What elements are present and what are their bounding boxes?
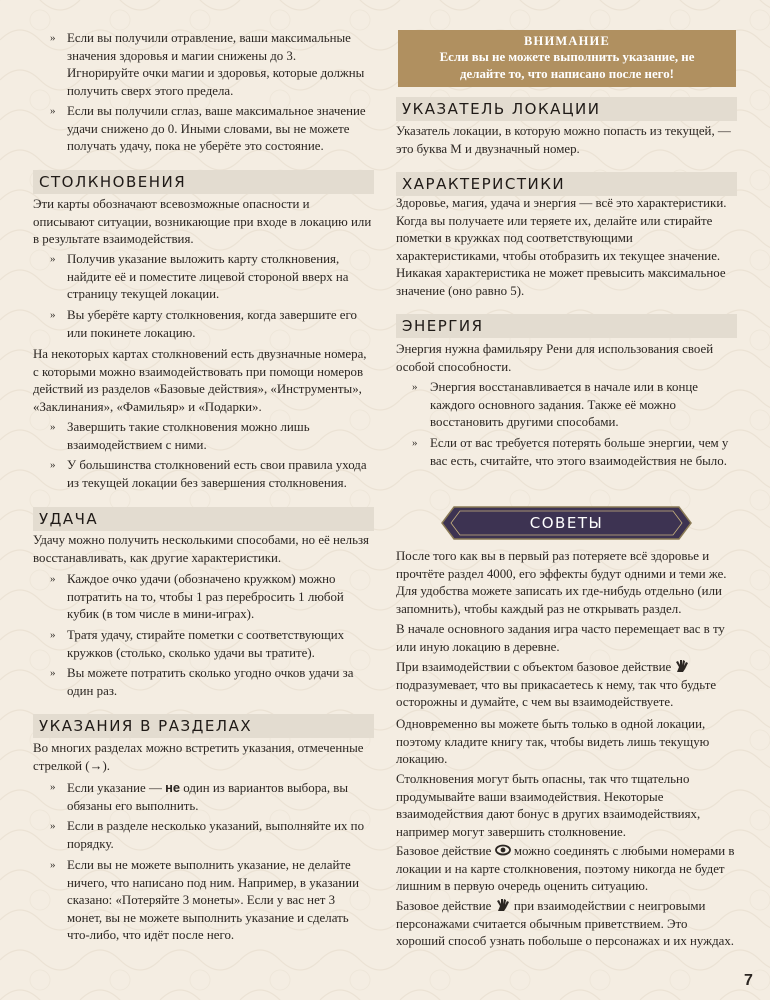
stats-text: Здоровье, магия, удача и энергия — всё это характеристики. Когда вы получаете или теряете их, делайте или стирайте пометки в кружках под соответствующими характеристиками, чтобы отобразить их текущее значение. Никакая характеристика не может превысить максимальное значение (оно равно 5). [396, 196, 727, 298]
poison-bullet: Если вы получили отравление, ваши максимальные значения здоровья и магии снижены до 3. Игнорируйте очки магии и здоровья, которые должны получить сверх этого предела. [67, 31, 365, 98]
location-pointer-text: Указатель локации, в которую можно попасть из текущей, — это буква М и двузначный номер. [396, 124, 731, 156]
location-pointer-heading: УКАЗАТЕЛЬ ЛОКАЦИИ [396, 97, 737, 121]
bullet-mark: » [50, 629, 56, 641]
tips-p6-post: можно соединять с любыми номерами в локации и на карте столкновения, поэтому никогда не будет лишним в первую очередь оценить ситуацию. [396, 844, 735, 893]
directions-heading: УКАЗАНИЯ В РАЗДЕЛАХ [33, 714, 374, 738]
hand-icon [674, 659, 690, 673]
tips-p5: Столкновения могут быть опасны, так что тщательно продумывайте ваши взаимодействия. Некоторые взаимодействия дают бонус в других взаимодействиях, например могут завершить столкновение. [396, 772, 701, 839]
bullet-mark: » [50, 573, 56, 585]
energy-text: Энергия нужна фамильяру Рени для использования своей особой способности. [396, 342, 714, 374]
notice-title: ВНИМАНИЕ [524, 34, 610, 48]
directions-bullet [67, 779, 371, 815]
energy-bullet: Энергия восстанавливается в начале или в конце каждого основного задания. Также её можно восстановить другими способами. [430, 380, 698, 429]
bullet-mark: » [412, 381, 418, 393]
luck-bullet: Тратя удачу, стирайте пометки с соответствующих кружков (столько, сколько удачи вы тратите). [67, 628, 345, 660]
bullet-mark: » [50, 667, 56, 679]
luck-heading: УДАЧА [33, 507, 374, 531]
bullet-mark: » [50, 459, 56, 471]
luck-bullet: Каждое очко удачи (обозначено кружком) можно потратить на то, чтобы 1 раз перебросить 1 любой кубик (в том числе в мини-играх). [67, 572, 344, 621]
tips-p3-pre: При взаимодействии с объектом базовое действие [396, 660, 672, 674]
directions-b1-post: один из вариантов выбора, вы обязаны его выполнить. [67, 781, 349, 813]
luck-intro: Удачу можно получить несколькими способами, но её нельзя восстанавливать, как другие характеристики. [33, 533, 369, 565]
tips-p7-post: при взаимодействии с неигровыми персонажами считается обычным приветствием. Это хороший способ узнать побольше о персонажах и их нуждах. [396, 899, 735, 948]
tips-p3-post: подразумевает, что вы прикасаетесь к нему, так что будьте осторожны и думайте, с чем вы взаимодействуете. [396, 677, 717, 709]
tips-p7-pre: Базовое действие [396, 899, 492, 913]
tips-p7 [396, 898, 737, 951]
notice-text: Если вы не можете выполнить указание, не делайте то, что написано после него! [439, 50, 695, 81]
collisions-bullet: У большинства столкновений есть свои правила ухода из текущей локации без завершения столкновения. [67, 458, 367, 490]
energy-heading: ЭНЕРГИЯ [396, 314, 737, 338]
tips-p6 [396, 843, 737, 896]
bullet-mark: » [412, 437, 418, 449]
energy-bullet: Если от вас требуется потерять больше энергии, чем у вас есть, считайте, что этого взаимодействия не было. [430, 436, 729, 468]
bullet-mark: » [50, 105, 56, 117]
tips-p1: После того как вы в первый раз потеряете всё здоровье и прочтёте раздел 4000, его эффекты будут одними и теми же. Для удобства можете записать их где-нибудь отдельно (или запомнить), чтобы каждый раз не открывать раздел. [396, 549, 727, 616]
bullet-mark: » [50, 859, 56, 871]
collisions-intro: Эти карты обозначают всевозможные опасности и описывают ситуации, возникающие при входе в локацию или в результате взаимодействия. [33, 197, 372, 246]
tips-p4: Одновременно вы можете быть только в одной локации, поэтому кладите книгу так, чтобы видеть лишь текущую локацию. [396, 717, 710, 766]
collisions-heading: СТОЛКНОВЕНИЯ [33, 170, 374, 194]
bullet-mark: » [50, 421, 56, 433]
page-number: 7 [744, 972, 753, 989]
directions-b1-bold: не [165, 780, 181, 795]
eye-icon [495, 843, 511, 857]
bullet-mark: » [50, 781, 56, 793]
bullet-mark: » [50, 253, 56, 265]
directions-intro: Во многих разделах можно встретить указания, отмеченные стрелкой (→). [33, 741, 364, 773]
notice-box [398, 30, 736, 87]
bullet-mark: » [50, 32, 56, 44]
stats-heading: ХАРАКТЕРИСТИКИ [396, 172, 737, 196]
collisions-bullet: Вы уберёте карту столкновения, когда завершите его или покинете локацию. [67, 308, 357, 340]
collisions-bullet: Получив указание выложить карту столкновения, найдите её и поместите лицевой стороной вверх на страницу текущей локации. [67, 252, 349, 301]
directions-bullet: Если вы не можете выполнить указание, не делайте ничего, что написано под ним. Например, в указании сказано: «Потеряйте 3 монеты». Если у вас нет 3 монет, вы не можете выполнить указание и сделать что-либо, что идёт после него. [67, 858, 359, 942]
curse-bullet: Если вы получили сглаз, ваше максимальное значение удачи снижено до 0. Иными словами, вы не можете получать удачу, пока не уберёте это состояние. [67, 104, 366, 153]
tips-p2: В начале основного задания игра часто перемещает вас в ту или иную локацию в деревне. [396, 622, 725, 654]
collisions-bullet: Завершить такие столкновения можно лишь взаимодействием с ними. [67, 420, 310, 452]
luck-bullet: Вы можете потратить сколько угодно очков удачи за один раз. [67, 666, 354, 698]
tips-p3 [396, 659, 737, 712]
directions-bullet: Если в разделе несколько указаний, выполняйте их по порядку. [67, 819, 365, 851]
collisions-para2: На некоторых картах столкновений есть двузначные номера, с которыми можно взаимодействовать при помощи номеров действий из разделов «Базовые действия», «Инструменты», «Заклинания», «Фамильяр» и «Подарки». [33, 347, 367, 414]
tips-p6-pre: Базовое действие [396, 844, 492, 858]
bullet-mark: » [50, 820, 56, 832]
directions-b1-pre: Если указание — [67, 781, 166, 795]
hand-icon [495, 898, 511, 912]
bullet-mark: » [50, 309, 56, 321]
tips-heading: СОВЕТЫ [529, 514, 604, 532]
